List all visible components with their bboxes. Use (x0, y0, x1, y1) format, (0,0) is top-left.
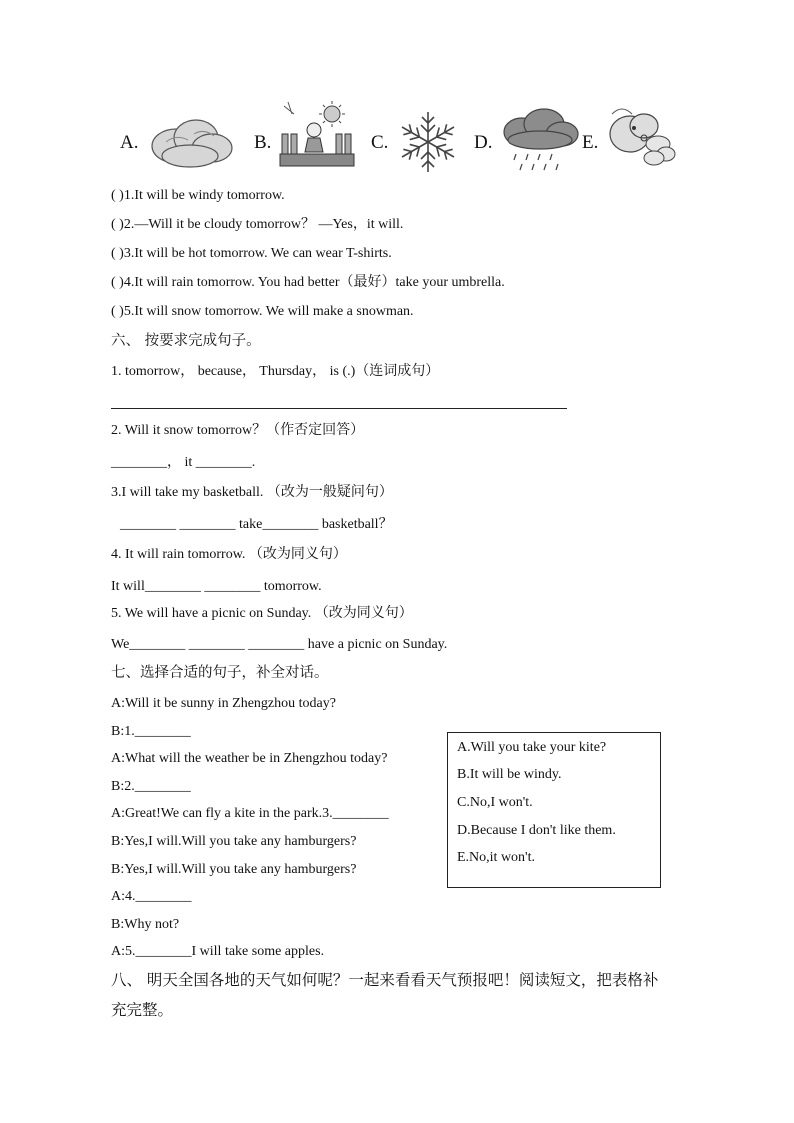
section7-heading: 七、选择合适的句子，补全对话。 (111, 665, 329, 681)
section6-q2: 2. Will it snow tomorrow？（作否定回答） (111, 423, 365, 438)
option-d: D.Because I don't like them. (457, 823, 616, 838)
dialogue-line[interactable]: B:2.________ (111, 779, 191, 794)
section6-q1-answer-line[interactable] (111, 408, 567, 409)
picture-label-e: E. (582, 132, 599, 153)
dialogue-line[interactable]: B:1.________ (111, 724, 191, 739)
match-item-3: ( )3.It will be hot tomorrow. We can wear T-shirts. (111, 246, 392, 261)
picture-label-d: D. (474, 132, 493, 153)
option-b: B.It will be windy. (457, 767, 562, 782)
section6-q5-answer[interactable]: We________ ________ ________ have a picnic on Sunday. (111, 637, 448, 652)
wind-face-icon (604, 104, 676, 172)
section6-q3-answer[interactable]: ________ ________ take________ basketball？ (120, 517, 393, 532)
section6-q4: 4. It will rain tomorrow. （改为同义句） (111, 547, 347, 562)
section6-q3: 3.I will take my basketball. （改为一般疑问句） (111, 485, 393, 500)
match-item-2: ( )2.—Will it be cloudy tomorrow？ —Yes，it will. (111, 217, 404, 232)
rain-cloud-icon (500, 108, 580, 174)
picture-label-c: C. (371, 132, 389, 153)
cloud-icon (146, 112, 236, 170)
picture-label-b: B. (254, 132, 272, 153)
section6-heading: 六、 按要求完成句子。 (111, 333, 261, 349)
option-c: C.No,I won't. (457, 795, 533, 810)
dialogue-line: B:Yes,I will.Will you take any hamburgers? (111, 834, 357, 849)
dialogue-line[interactable]: A:4.________ (111, 889, 192, 904)
match-item-4: ( )4.It will rain tomorrow. You had better（最好）take your umbrella. (111, 275, 505, 290)
section6-q5: 5. We will have a picnic on Sunday. （改为同义句） (111, 606, 413, 621)
snowflake-icon (396, 110, 460, 174)
section6-q1: 1. tomorrow， because， Thursday， is (.)（连词成句） (111, 364, 440, 379)
section8-heading-line2: 充完整。 (111, 1001, 174, 1019)
dialogue-line: B:Yes,I will.Will you take any hamburgers? (111, 862, 357, 877)
options-box (447, 732, 661, 888)
match-item-5: ( )5.It will snow tomorrow. We will make a snowman. (111, 304, 414, 319)
section6-q4-answer[interactable]: It will________ ________ tomorrow. (111, 579, 322, 594)
match-item-1: ( )1.It will be windy tomorrow. (111, 188, 285, 203)
picture-label-a: A. (120, 132, 139, 153)
sunny-boy-icon (280, 100, 354, 168)
dialogue-line: A:Will it be sunny in Zhengzhou today? (111, 696, 336, 711)
option-a: A.Will you take your kite? (457, 740, 607, 755)
option-e: E.No,it won't. (457, 850, 535, 865)
dialogue-line[interactable]: A:5.________I will take some apples. (111, 944, 325, 959)
dialogue-line: B:Why not? (111, 917, 180, 932)
section6-q2-answer[interactable]: ________， it ________. (111, 455, 256, 470)
section8-heading-line1: 八、 明天全国各地的天气如何呢？一起来看看天气预报吧！阅读短文，把表格补 (111, 971, 659, 989)
dialogue-line[interactable]: A:Great!We can fly a kite in the park.3.________ (111, 806, 389, 821)
dialogue-line: A:What will the weather be in Zhengzhou today? (111, 751, 388, 766)
